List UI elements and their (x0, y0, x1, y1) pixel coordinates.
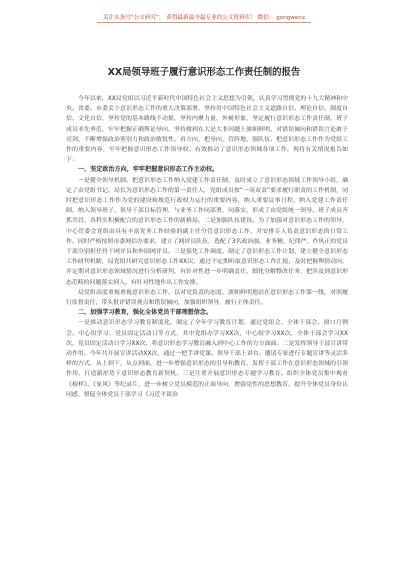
promo-code: gongwenx (276, 15, 306, 21)
promo-segment: 微信： (257, 15, 275, 21)
document-title: XX局领导班子履行意识形态工作责任制的报告 (107, 67, 301, 78)
section-2-heading: 二、加强学习教育，强化全体党员干部理想信念。 (78, 309, 213, 317)
intro-paragraph: 今年以来，XX局党组以习近平新时代中国特色社会主义思想为引领，认真学习贯彻党的十九大精神和中央、省委、市委关于意识形态工作的重大决策部署，坚持用中国特色社会主义道路自信、理论自信、制度自信、文化自信，坚持党的基本路线不动摇，坚持内聚力量，外树形象，坚定履行意识形态工作责任制，班子成员率先垂范，牢牢把握正确舆论导向，坚持做到在大是大非问题上旗帜鲜明，对错误倾向和错误言论敢于亮剑，不断增强政治鉴别力和政治敏锐性。看方向、把导向、管阵地、强队伍，把意识形态工作作为党组工作的重要内容，牢牢把握意识形态工作领导权、有效推动了意识形态领域各项工作。现将有关情况报告如下： (66, 96, 348, 164)
promo-banner (0, 14, 408, 23)
document-body (66, 94, 348, 400)
promo-segment: 获得最新最全最专业的公文资料库！ (166, 15, 256, 21)
section-1-heading: 一、坚定政治方向，牢牢把握意识形态工作主动权。 (78, 166, 219, 174)
section-1-closing-paragraph: 局党组高度重视重视意识形态工作，以对党负责的态度，旗帜鲜明地站在意识形态工作第一线，对照履行监督责任，带头批评错误观点和错误倾向，加强组织领导，履行主体责任。 (66, 289, 348, 307)
promo-bar (97, 14, 311, 23)
section-1-paragraph: 一是健全领导机制。把意识形态工作纳入党建工作责任制，及时成立了意识形态领域工作领导小组，确定了由党组书记、局长为意识形态工作的第一责任人，党组成员按“一岗双责”要求履行职责的工作机制，同时把意识形态工作作为党的建设和规范行政权力运行的重要内容，纳入重要议事日程，纳入党建工作责任制，纳入领导班子、领导干部目标管理，与业务工作同部署、同落实，形成了由党组统一领导、班子成员齐抓共管、各科室积极配合的意识形态工作的新格局。二是加强队伍建设。为了加强对意识形态工作的领导，中心管委会党组由具有丰富党务工作经验的副主任分管意识形态工作，并安排专人负责意识形态的日常工作。同时严格按照市委网信办要求，建立了网评员队伍，选配了3名政治强、业务精、纪律严、作风正的党员干部分别担任骨干网评员和外围网评员。三是强化工作调度。制定了意识形态工作计划，建立健全意识形态工作研判机制，局党组共研究意识形态工作XX次，通过不定期听取意识形态工作汇报，及时把握舆情动向，并定期对意识形态领域情况进行分析研判，有针对性进一步明确责任，细化分解整改任务，把涉及到意识形态范畴的问题落实到人，有针对性地作出工作安排。 (66, 177, 348, 286)
promo-segment: 关注头条号“公文研究”， (102, 15, 165, 21)
section-2-paragraph: 一是推动意识形态学习教育制度化。制定了全年学习教育计划，通过党组会、全体干部会、窗口月例会、中心组学习、党员固定活动日等方式，其中党组办学习XX次，中心组学习XX次，全体干部会学习XX次，党员固定活动日学习XX次，将意识形态学习教育融入到中心工作的方方面面。二是发挥领导干部宣讲带动作用。今年共开展宣讲活动XX次，通过一把手讲党课、领导干部上讲台、邀请专家进行专题宣讲等灵活多样的方式，从上到下，从点到面，进一步增强意识形态的引导和教育，发挥干部工作在意识形态领域的引领作用，打造新形势下意识形态教育新契机。三是注重开展意识形态专题学习教育。组织全体党员集中观看《榜样》、《家风》等纪录片，进一步树立党员模范的正面导向，增强党性的思想教育，提升全体党员身份认同感、督促全体党员干部学习《习近平谈治 (66, 320, 348, 398)
